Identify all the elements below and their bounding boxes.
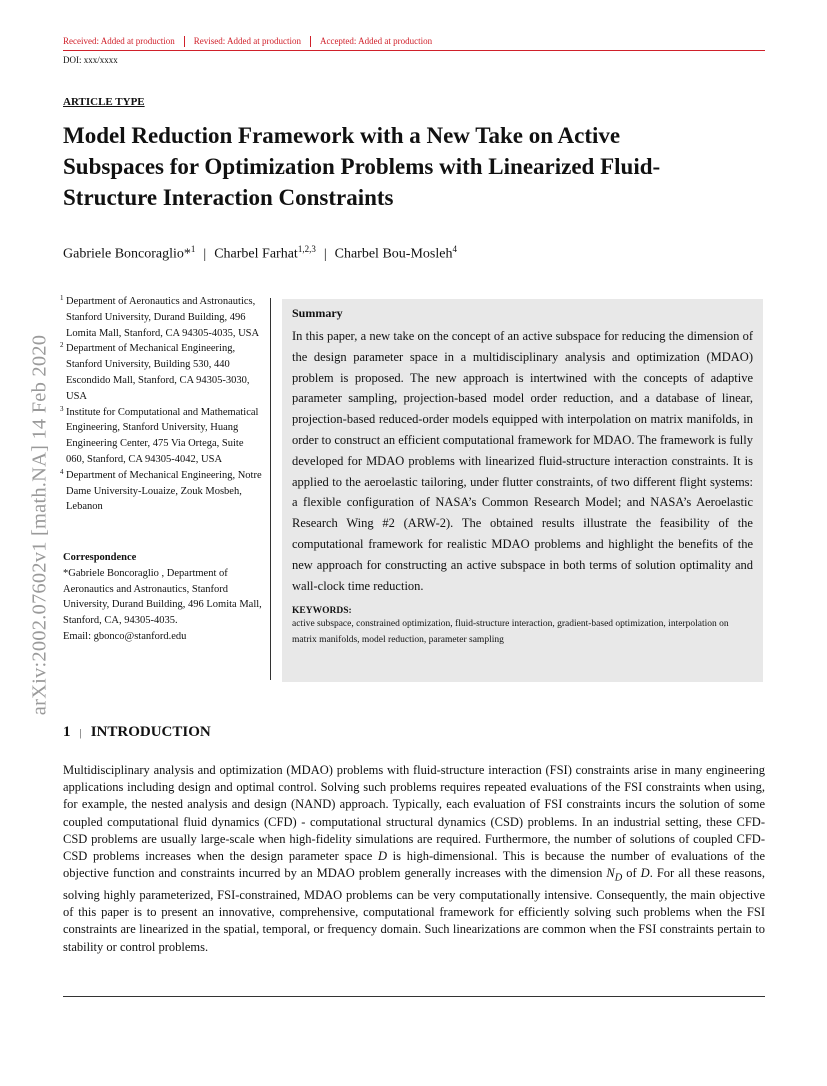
intro-paragraph <box>63 762 765 956</box>
arxiv-stamp: arXiv:2002.07602v1 [math.NA] 14 Feb 2020 <box>28 334 51 716</box>
author-separator: | <box>203 246 207 262</box>
keywords-heading: KEYWORDS: <box>292 606 352 617</box>
revised-date: Revised: Added at production <box>193 36 301 46</box>
affiliation-text: Department of Mechanical Engineering, Notre Dame University-Louaize, Zouk Mosbeh, Lebanon <box>66 469 262 513</box>
math-subscript: D <box>614 872 623 884</box>
intro-text: is high-dimensional. This is because the number of evaluations of the objective function and constraints incurred by an MDAO problem generally increases with the dimension <box>63 849 765 881</box>
footer-rule <box>63 996 765 997</box>
summary-heading: Summary <box>292 306 343 320</box>
author-name: Charbel Bou-Mosleh <box>334 246 453 262</box>
affiliation-mark: 1 <box>60 294 64 302</box>
author-affiliation-mark: 1 <box>190 244 196 254</box>
column-divider <box>270 298 271 680</box>
doi: DOI: xxx/xxxx <box>63 55 118 65</box>
intro-text: of <box>622 866 641 881</box>
affiliation-mark: 3 <box>60 404 64 413</box>
intro-text: . For all these reasons, solving highly parameterized, FSI-constrained, MDAO problems can be very computationally intensive. Consequently, the main objective of this paper is to present an innovative, comprehensive, computational framework for efficiently solving such problems when the FSI constraints are linearized in the spatial, temporal, or frequency domain. Such linearizations are common when the FSI constraints pertain to stability or control problems. <box>63 866 765 954</box>
affiliation-text: Institute for Computational and Mathematical Engineering, Stanford University, Huang Engineering Center, 475 Via Ortega, Suite 060, Stanford, CA 94305-4042, USA <box>66 406 259 465</box>
affiliation-text: Department of Aeronautics and Astronautics, Stanford University, Durand Building, 496 Lomita Mall, Stanford, CA 94305-4035, USA <box>66 296 260 339</box>
correspondence <box>63 550 263 645</box>
author-name: Charbel Farhat <box>214 246 298 262</box>
affiliation-item <box>60 467 263 515</box>
affiliation-text: Department of Mechanical Engineering, Stanford University, Building 530, 440 Escondido Mall, Stanford, CA 94305-3030, USA <box>66 343 250 402</box>
article-type: ARTICLE TYPE <box>63 96 145 108</box>
history-divider <box>184 36 185 47</box>
math-symbol: N <box>606 866 615 881</box>
affiliations <box>60 294 263 515</box>
author-separator: | <box>323 246 327 262</box>
author-list <box>63 244 457 263</box>
affiliation-item <box>60 341 263 404</box>
affiliation-mark: 4 <box>60 467 64 476</box>
paper-title: Model Reduction Framework with a New Take on Active Subspaces for Optimization Problems with Linearized Fluid-Structure Interaction Constraints <box>63 123 661 210</box>
keywords-list: active subspace, constrained optimization, fluid-structure interaction, gradient-based optimization, interpolation on matrix manifolds, model reduction, parameter sampling <box>292 619 729 646</box>
accepted-date: Accepted: Added at production <box>319 36 433 46</box>
section-heading <box>63 724 211 741</box>
received-date: Received: Added at production <box>63 36 175 46</box>
summary-box <box>282 299 763 682</box>
history-divider <box>310 36 311 47</box>
correspondence-email[interactable]: Email: gbonco@stanford.edu <box>63 630 187 642</box>
affiliation-mark: 2 <box>60 341 64 350</box>
author-affiliation-mark: 1,2,3 <box>297 244 316 254</box>
affiliation-item <box>60 294 263 341</box>
section-title: INTRODUCTION <box>90 724 211 740</box>
math-symbol: D <box>377 849 387 864</box>
author-affiliation-mark: 4 <box>452 244 457 254</box>
affiliation-item <box>60 404 263 468</box>
intro-text: Multidisciplinary analysis and optimization (MDAO) problems with fluid-structure interaction (FSI) constraints arise in many engineering applications including design and optimal control. Solving such problems requires repeated evaluations of the FSI constraints when using, for example, the nested analysis and design (NAND) approach. Typically, each evaluation of FSI constraints incurs the solution of some coupled computational fluid dynamics (CFD) - computational structural dynamics (CSD) problems. In an industrial setting, these CFD-CSD problems are usually large-scale when high-fidelity simulations are required. Furthermore, the number of solutions of coupled CFD-CSD problems increases when the design parameter space <box>63 763 765 864</box>
publication-history <box>63 36 432 47</box>
summary-text: In this paper, a new take on the concept of an active subspace for reducing the dimension of the design parameter space in a multidisciplinary analysis and optimization (MDAO) problem is proposed. The new approach is intertwined with the concepts of adaptive parameter sampling, projection-based model order reduction, and a database of linear, projection-based reduced-order models equipped with interpolation on matrix manifolds, in order to construct an efficient computational framework for MDAO. The framework is fully developed for MDAO problems with linearized fluid-structure interaction constraints. It is applied to the aeroelastic tailoring, under flutter constraints, of two different flight systems: a flexible configuration of NASA’s Common Research Model; and NASA’s Aeroelastic Research Wing #2 (ARW-2). The obtained results illustrate the feasibility of the computational framework for realistic MDAO problems and highlight the benefits of the new approach for constructing an active subspace in both terms of solution optimality and wall-clock time reduction. <box>292 329 753 593</box>
correspondence-address: *Gabriele Boncoraglio , Department of Aeronautics and Astronautics, Stanford University, Durand Building, 496 Lomita Mall, Stanford, CA, 94305-4035. <box>63 567 262 627</box>
author-name: Gabriele Boncoraglio* <box>63 246 191 262</box>
section-separator: | <box>79 727 82 739</box>
section-number: 1 <box>63 724 71 740</box>
math-symbol: D <box>640 866 650 881</box>
correspondence-heading: Correspondence <box>63 552 137 563</box>
header-rule <box>63 50 765 51</box>
